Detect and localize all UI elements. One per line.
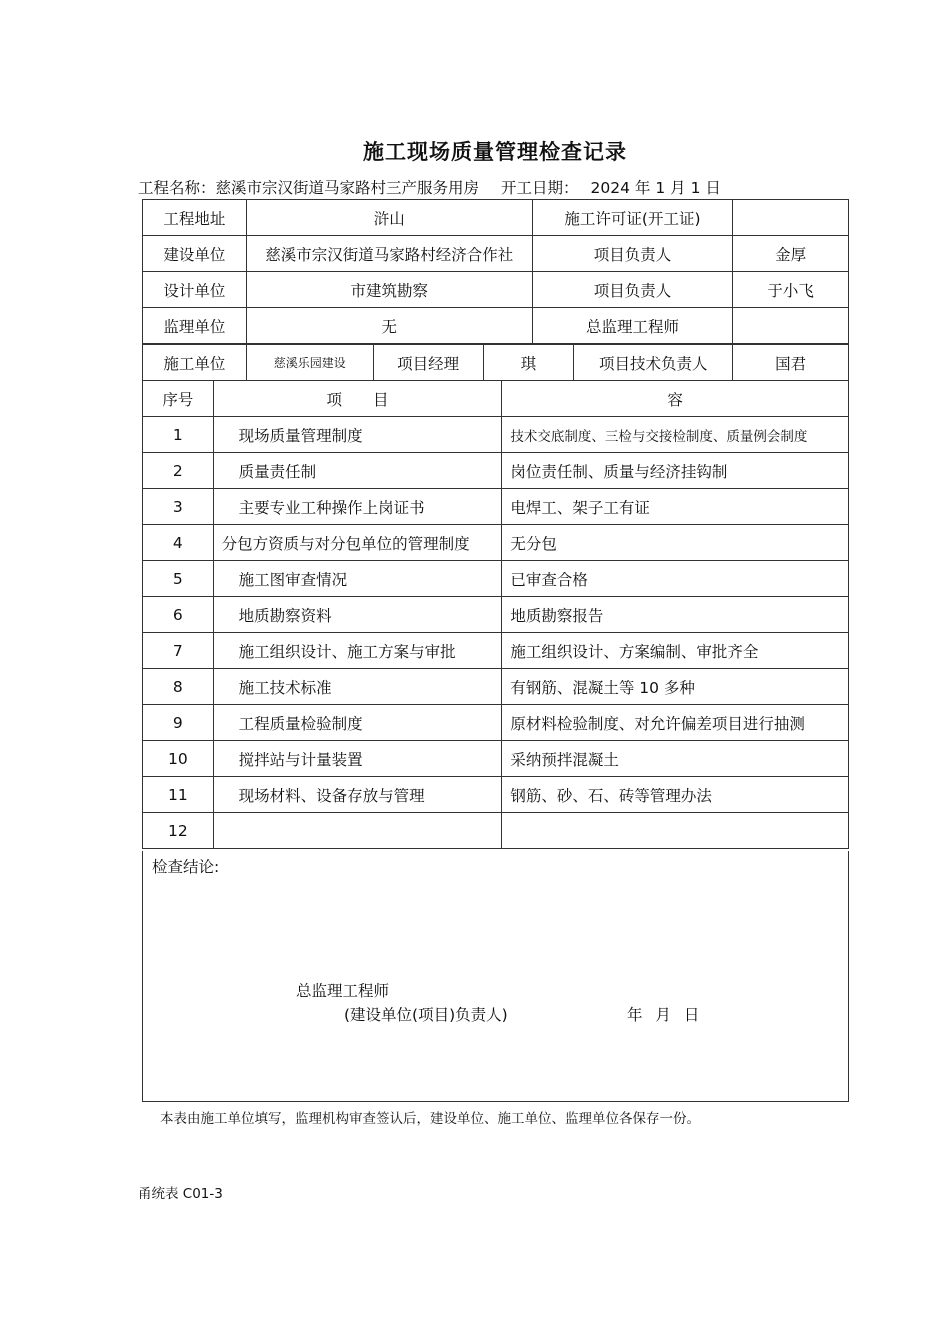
manager-value: 琪 [483, 345, 574, 381]
row-content: 电焊工、架子工有证 [502, 489, 849, 525]
design-pm-label: 项目负责人 [532, 272, 733, 308]
row-no: 2 [143, 453, 214, 489]
design-pm-value: 于小飞 [733, 272, 849, 308]
page-title: 施工现场质量管理检查记录 [363, 140, 627, 164]
check-table [142, 380, 849, 849]
row-content: 原材料检验制度、对允许偏差项目进行抽测 [502, 705, 849, 741]
row-no: 3 [143, 489, 214, 525]
table-row [143, 525, 849, 561]
row-item: 地质勘察资料 [213, 597, 502, 633]
form-number: 甬统表 C01-3 [138, 1186, 223, 1202]
row-content: 施工组织设计、方案编制、审批齐全 [502, 633, 849, 669]
row-item: 施工图审查情况 [213, 561, 502, 597]
info-row-contractor [143, 345, 849, 381]
project-line [138, 176, 721, 198]
row-content: 无分包 [502, 525, 849, 561]
row-no: 8 [143, 669, 214, 705]
sign-date: 年 月 日 [627, 1006, 700, 1024]
table-row [143, 489, 849, 525]
tech-lead-value: 国君 [733, 345, 849, 381]
col-item-header: 项 目 [213, 381, 502, 417]
col-content-header: 容 [502, 381, 849, 417]
address-label: 工程地址 [143, 200, 247, 236]
tech-lead-label: 项目技术负责人 [574, 345, 733, 381]
contractor-table [142, 344, 849, 381]
row-item: 主要专业工种操作上岗证书 [213, 489, 502, 525]
design-value: 市建筑勘察 [246, 272, 532, 308]
row-item: 搅拌站与计量装置 [213, 741, 502, 777]
design-label: 设计单位 [143, 272, 247, 308]
row-no: 9 [143, 705, 214, 741]
permit-label: 施工许可证(开工证) [532, 200, 733, 236]
chief-value [733, 308, 849, 344]
row-item: 质量责任制 [213, 453, 502, 489]
owner-representative-sign: (建设单位(项目)负责人) [344, 1006, 508, 1024]
table-row [143, 561, 849, 597]
address-value: 浒山 [246, 200, 532, 236]
row-content [502, 813, 849, 849]
conclusion-label: 检查结论: [152, 858, 220, 876]
project-name: 慈溪市宗汉街道马家路村三产服务用房 [215, 179, 480, 197]
contractor-value: 慈溪乐园建设 [246, 345, 373, 381]
supervision-value: 无 [246, 308, 532, 344]
row-no: 1 [143, 417, 214, 453]
row-content: 采纳预拌混凝土 [502, 741, 849, 777]
footnote: 本表由施工单位填写，监理机构审查签认后，建设单位、施工单位、监理单位各保存一份。 [160, 1111, 700, 1127]
col-no-header: 序号 [143, 381, 214, 417]
owner-pm-label: 项目负责人 [532, 236, 733, 272]
row-item: 施工组织设计、施工方案与审批 [213, 633, 502, 669]
table-row [143, 669, 849, 705]
supervision-label: 监理单位 [143, 308, 247, 344]
row-item [213, 813, 502, 849]
table-row [143, 813, 849, 849]
row-no: 7 [143, 633, 214, 669]
row-content: 地质勘察报告 [502, 597, 849, 633]
table-row [143, 777, 849, 813]
info-row-supervision [143, 308, 849, 344]
row-no: 10 [143, 741, 214, 777]
owner-value: 慈溪市宗汉街道马家路村经济合作社 [246, 236, 532, 272]
row-content: 岗位责任制、质量与经济挂钩制 [502, 453, 849, 489]
row-content: 已审查合格 [502, 561, 849, 597]
conclusion-box [142, 851, 849, 1102]
row-no: 4 [143, 525, 214, 561]
row-item: 现场材料、设备存放与管理 [213, 777, 502, 813]
contractor-label: 施工单位 [143, 345, 247, 381]
table-row [143, 705, 849, 741]
info-row-owner [143, 236, 849, 272]
row-content: 有钢筋、混凝土等 10 多种 [502, 669, 849, 705]
owner-pm-value: 金厚 [733, 236, 849, 272]
manager-label: 项目经理 [373, 345, 483, 381]
chief-label: 总监理工程师 [532, 308, 733, 344]
row-no: 11 [143, 777, 214, 813]
table-row [143, 417, 849, 453]
start-date-label: 开工日期： [501, 179, 579, 197]
row-no: 5 [143, 561, 214, 597]
row-content: 技术交底制度、三检与交接检制度、质量例会制度 [502, 417, 849, 453]
project-name-label: 工程名称： [138, 179, 216, 197]
row-no: 6 [143, 597, 214, 633]
table-row [143, 597, 849, 633]
table-row [143, 741, 849, 777]
row-item: 施工技术标准 [213, 669, 502, 705]
owner-label: 建设单位 [143, 236, 247, 272]
table-row [143, 633, 849, 669]
info-table [142, 199, 849, 344]
row-item: 工程质量检验制度 [213, 705, 502, 741]
chief-supervisor-sign: 总监理工程师 [296, 982, 390, 1000]
info-row-address [143, 200, 849, 236]
row-item: 现场质量管理制度 [213, 417, 502, 453]
table-row [143, 453, 849, 489]
row-item: 分包方资质与对分包单位的管理制度 [213, 525, 502, 561]
info-row-design [143, 272, 849, 308]
permit-value [733, 200, 849, 236]
start-date: 2024 年 1 月 1 日 [590, 179, 721, 197]
check-table-header [143, 381, 849, 417]
row-no: 12 [143, 813, 214, 849]
row-content: 钢筋、砂、石、砖等管理办法 [502, 777, 849, 813]
